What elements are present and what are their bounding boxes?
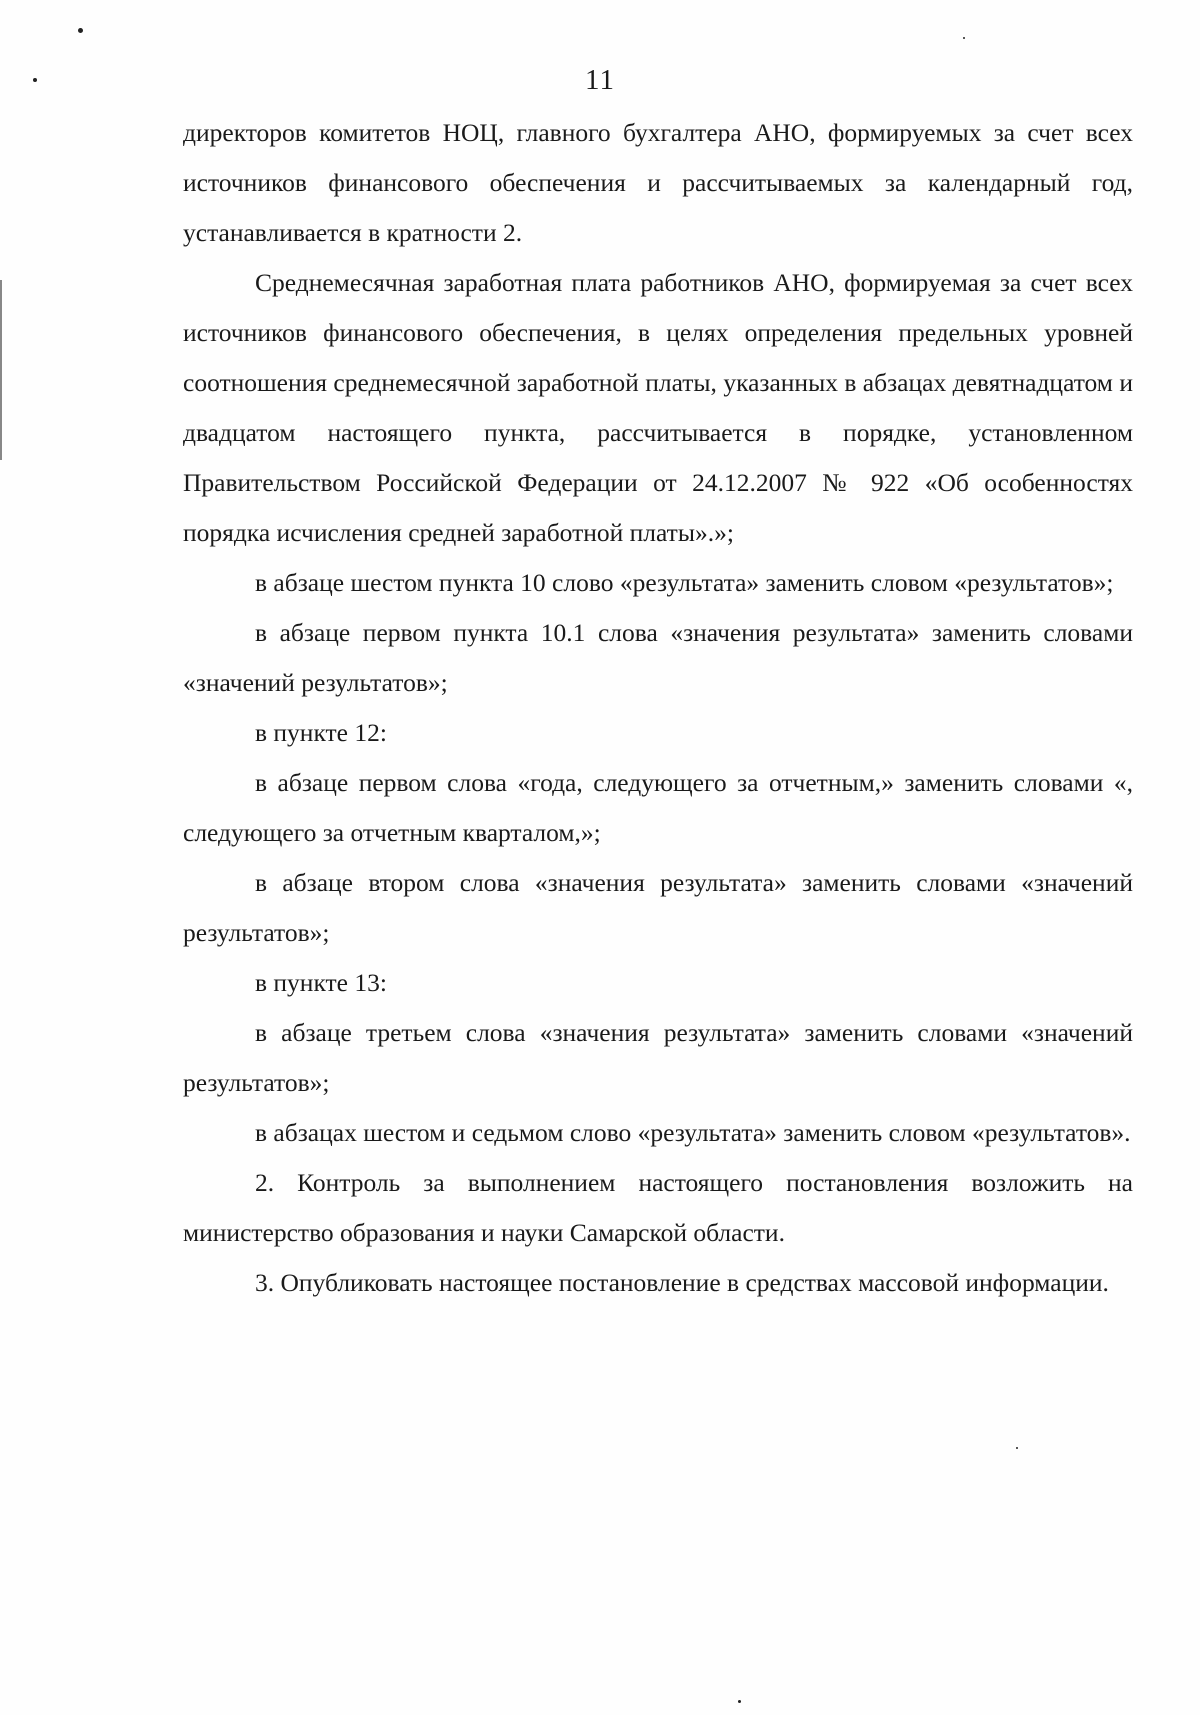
paragraph-item-13-sixth-seventh: в абзацах шестом и седьмом слово «результата» заменить словом «результатов». [255,1118,1131,1147]
scan-speck [78,28,83,33]
paragraph-item-13-third: в абзаце третьем слова «значения результата» заменить словами «значений результатов»; [183,1018,1133,1097]
scan-speck [1016,1447,1018,1449]
scan-speck [738,1700,741,1703]
paragraph-publish: 3. Опубликовать настоящее постановление в средствах массовой информации. [255,1268,1109,1297]
paragraph-item-10-1: в абзаце первом пункта 10.1 слова «значения результата» заменить словами «значений результатов»; [183,618,1133,697]
paragraph-item-12-first: в абзаце первом слова «года, следующего за отчетным,» заменить словами «, следующего за отчетным кварталом,»; [183,768,1133,847]
paragraph-item-12-second: в абзаце втором слова «значения результата» заменить словами «значений результатов»; [183,868,1133,947]
paragraph-item-10: в абзаце шестом пункта 10 слово «результата» заменить словом «результатов»; [255,568,1114,597]
document-body [183,108,1133,1308]
paragraph-average-salary: Среднемесячная заработная плата работников АНО, формируемая за счет всех источников финансового обеспечения, в целях определения предельных уровней соотношения среднемесячной заработной платы, указанных в абзацах девятнадцатом и двадцатом настоящего пункта, рассчитывается в порядке, установленном Правительством Российской Федерации от 24.12.2007 № 922 «Об особенностях порядка исчисления средней заработной платы».»; [183,268,1133,547]
page-number: 11 [585,64,615,96]
paragraph-item-13-heading: в пункте 13: [255,968,387,997]
scan-edge-line [0,280,2,460]
paragraph-item-12-heading: в пункте 12: [255,718,387,747]
paragraph-continuation: директоров комитетов НОЦ, главного бухгалтера АНО, формируемых за счет всех источников финансового обеспечения и рассчитываемых за календарный год, устанавливается в кратности 2. [183,118,1133,247]
scan-speck [963,37,965,39]
paragraph-control: 2. Контроль за выполнением настоящего постановления возложить на министерство образования и науки Самарской области. [183,1168,1133,1247]
